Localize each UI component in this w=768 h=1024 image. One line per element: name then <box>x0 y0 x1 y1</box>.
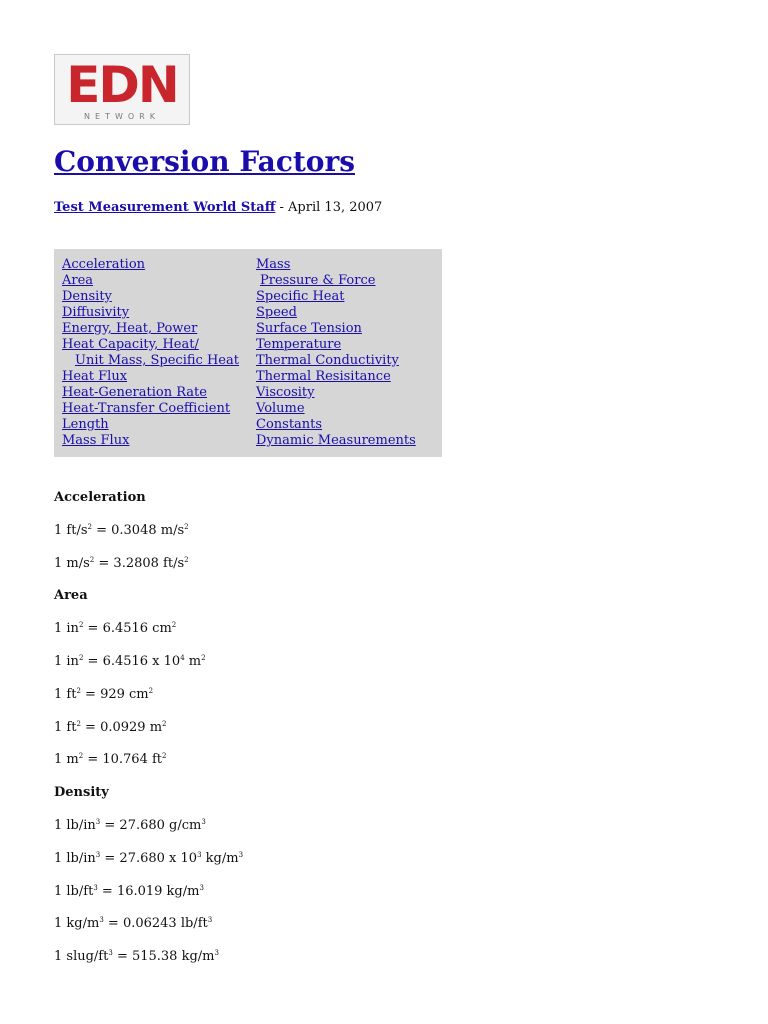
exponent: 2 <box>76 719 81 728</box>
conversion-text: 1 ft <box>54 686 77 702</box>
conversion-text: = 0.06243 lb/ft <box>103 916 208 932</box>
conversion-text: = 27.680 g/cm <box>100 818 202 833</box>
toc-link-heat-transfer-coefficient[interactable]: Heat-Transfer Coefficient <box>62 401 231 416</box>
conversion-text: 1 kg/m <box>54 916 100 932</box>
exponent: 2 <box>89 555 95 564</box>
conversion-line <box>54 850 243 868</box>
exponent: 3 <box>201 818 206 826</box>
publish-date: - April 13, 2007 <box>275 200 383 215</box>
toc-left-column <box>62 257 239 449</box>
exponent: 2 <box>78 654 84 662</box>
exponent: 2 <box>78 621 84 630</box>
exponent: 3 <box>95 818 101 826</box>
exponent: 2 <box>162 752 167 761</box>
section-heading-area: Area <box>54 588 88 604</box>
exponent: 3 <box>207 916 213 925</box>
toc-link-heat-generation-rate[interactable]: Heat-Generation Rate <box>62 385 207 400</box>
toc-link-heat-flux[interactable]: Heat Flux <box>62 369 128 384</box>
toc-link-viscosity[interactable]: Viscosity <box>256 385 315 400</box>
toc-link-acceleration[interactable]: Acceleration <box>62 257 146 272</box>
conversion-line <box>54 719 167 737</box>
conversion-text: 1 slug/ft <box>54 949 109 965</box>
exponent: 3 <box>197 850 202 859</box>
section-heading-acceleration: Acceleration <box>54 490 146 505</box>
title-link[interactable]: Conversion Factors <box>54 145 355 178</box>
conversion-text: = 27.680 x 10 <box>100 850 198 866</box>
toc-link-energy-heat-power[interactable]: Energy, Heat, Power <box>62 321 198 336</box>
conversion-text: m <box>184 654 202 669</box>
toc-link-mass[interactable]: Mass <box>256 257 291 272</box>
conversion-line <box>54 915 212 933</box>
conversion-line <box>54 948 219 966</box>
toc-link-density[interactable]: Density <box>62 289 112 304</box>
conversion-text: = 0.0929 m <box>80 719 163 735</box>
conversion-text: kg/m <box>201 850 239 866</box>
conversion-text: = 3.2808 ft/s <box>94 555 185 571</box>
toc-right-column <box>256 257 416 449</box>
exponent: 3 <box>95 850 101 859</box>
toc-link-length[interactable]: Length <box>62 417 109 432</box>
exponent: 2 <box>201 654 206 662</box>
conversion-line <box>54 522 189 540</box>
toc-link-temperature[interactable]: Temperature <box>256 337 342 352</box>
exponent: 2 <box>78 752 84 761</box>
conversion-text: 1 lb/in <box>54 850 96 866</box>
toc-link-constants[interactable]: Constants <box>256 417 323 432</box>
exponent: 2 <box>162 719 167 728</box>
toc-link-diffusivity[interactable]: Diffusivity <box>62 305 130 320</box>
conversion-text: = 6.4516 cm <box>83 621 172 637</box>
toc-link-volume[interactable]: Volume <box>256 401 305 416</box>
conversion-text: 1 m/s <box>54 555 90 571</box>
exponent: 3 <box>238 850 244 859</box>
exponent: 2 <box>76 686 81 695</box>
conversion-line <box>54 653 206 671</box>
toc-link-pressure-force[interactable]: Pressure & Force <box>260 273 376 288</box>
conversion-text: 1 ft <box>54 719 77 735</box>
conversion-text: = 10.764 ft <box>83 752 163 768</box>
toc-link-speed[interactable]: Speed <box>256 305 297 320</box>
conversion-line <box>54 817 206 835</box>
exponent: 3 <box>199 883 204 892</box>
exponent: 3 <box>93 883 98 892</box>
exponent: 2 <box>87 522 92 531</box>
table-of-contents <box>54 249 442 457</box>
conversion-text: 1 lb/in <box>54 818 96 833</box>
exponent: 3 <box>108 949 113 958</box>
conversion-text: = 0.3048 m/s <box>91 522 185 538</box>
conversion-text: = 929 cm <box>80 686 149 702</box>
conversion-text: 1 in <box>54 654 79 669</box>
exponent: 2 <box>184 555 189 564</box>
exponent: 4 <box>180 654 185 662</box>
exponent: 3 <box>99 916 104 925</box>
toc-link-specific-heat[interactable]: Specific Heat <box>256 289 345 304</box>
page-title <box>54 142 355 182</box>
conversion-text: 1 in <box>54 621 79 637</box>
logo-subtitle: NETWORK <box>84 112 160 121</box>
conversion-line <box>54 751 166 769</box>
toc-link-dynamic-measurements[interactable]: Dynamic Measurements <box>256 433 416 448</box>
author-link[interactable]: Test Measurement World Staff <box>54 200 276 215</box>
exponent: 3 <box>214 949 219 958</box>
conversion-line <box>54 555 189 573</box>
conversion-text: = 6.4516 x 10 <box>83 654 181 669</box>
toc-link-thermal-conductivity[interactable]: Thermal Conductivity <box>256 353 399 368</box>
conversion-line <box>54 620 176 638</box>
toc-link-unit-mass-specific-heat[interactable]: Unit Mass, Specific Heat <box>75 353 239 368</box>
conversion-text: 1 lb/ft <box>54 883 94 899</box>
exponent: 2 <box>171 621 177 630</box>
logo-wordmark: EDN <box>66 56 178 114</box>
conversion-line <box>54 883 204 901</box>
conversion-line <box>54 686 153 704</box>
toc-link-thermal-resisitance[interactable]: Thermal Resisitance <box>256 369 391 384</box>
exponent: 2 <box>148 686 154 695</box>
conversion-text: = 16.019 kg/m <box>97 883 200 899</box>
conversion-text: 1 m <box>54 752 79 768</box>
exponent: 2 <box>184 522 189 531</box>
toc-link-mass-flux[interactable]: Mass Flux <box>62 433 130 448</box>
conversion-text: = 515.38 kg/m <box>112 949 215 965</box>
toc-link-area[interactable]: Area <box>62 273 94 288</box>
section-heading-density: Density <box>54 785 109 801</box>
conversion-text: 1 ft/s <box>54 522 88 538</box>
byline <box>54 199 382 217</box>
edn-network-logo[interactable] <box>54 54 190 125</box>
toc-link-surface-tension[interactable]: Surface Tension <box>256 321 362 336</box>
toc-link-heat-capacity-heat[interactable]: Heat Capacity, Heat/ <box>62 337 199 352</box>
